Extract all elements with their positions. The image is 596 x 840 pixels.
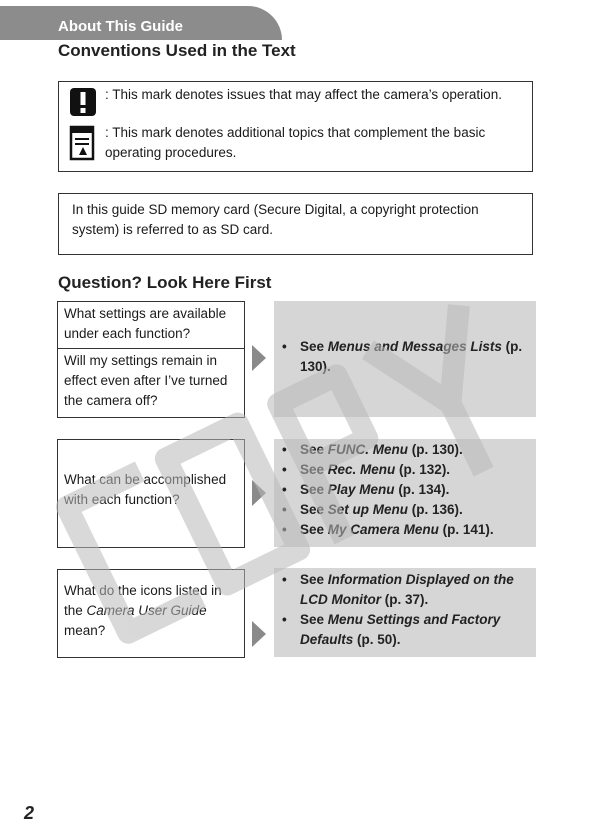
question-what-can-be-accomplished: What can be accomplished with each function? <box>57 439 245 548</box>
answer-item: • See My Camera Menu (p. 141). <box>274 520 530 540</box>
caution-text: : This mark denotes issues that may affect the camera’s operation. <box>105 87 502 102</box>
arrow-icon <box>252 345 266 371</box>
conventions-box <box>58 81 533 172</box>
answer-panel-3 <box>274 568 536 657</box>
memo-text: : This mark denotes additional topics that complement the basic operating procedures. <box>105 125 486 160</box>
answer-panel-2 <box>274 439 536 547</box>
sd-note-text: In this guide SD memory card (Secure Digital, a copyright protection system) is referred to as SD card. <box>72 202 479 237</box>
questions-title: Question? Look Here First <box>58 273 272 292</box>
header-tab-title: About This Guide <box>58 18 183 35</box>
memo-icon <box>69 125 97 163</box>
question-icons-listed: What do the icons listed in the Camera User Guide mean? <box>57 569 245 658</box>
header-tab <box>0 6 282 40</box>
answer-item: • See Rec. Menu (p. 132). <box>274 460 530 480</box>
page-number: 2 <box>24 803 35 823</box>
conventions-title: Conventions Used in the Text <box>58 41 296 60</box>
answer-item: • See Play Menu (p. 134). <box>274 480 530 500</box>
answer-item: • See Set up Menu (p. 136). <box>274 500 530 520</box>
answer-item: • See Information Displayed on the LCD Monitor (p. 37). <box>274 570 522 610</box>
question-settings-available: What settings are available under each function? <box>57 301 245 349</box>
caution-icon <box>69 87 97 117</box>
sd-note-box <box>58 193 533 255</box>
answer-item: • See Menu Settings and Factory Defaults (p. 50). <box>274 610 522 650</box>
question-settings-remain: Will my settings remain in effect even after I’ve turned the camera off? <box>57 348 245 418</box>
arrow-icon <box>252 621 266 647</box>
answer-item: • See FUNC. Menu (p. 130). <box>274 440 530 460</box>
arrow-icon <box>252 480 266 506</box>
answer-item: • See Menus and Messages Lists (p. 130). <box>274 337 526 377</box>
answer-panel-1 <box>274 301 536 417</box>
